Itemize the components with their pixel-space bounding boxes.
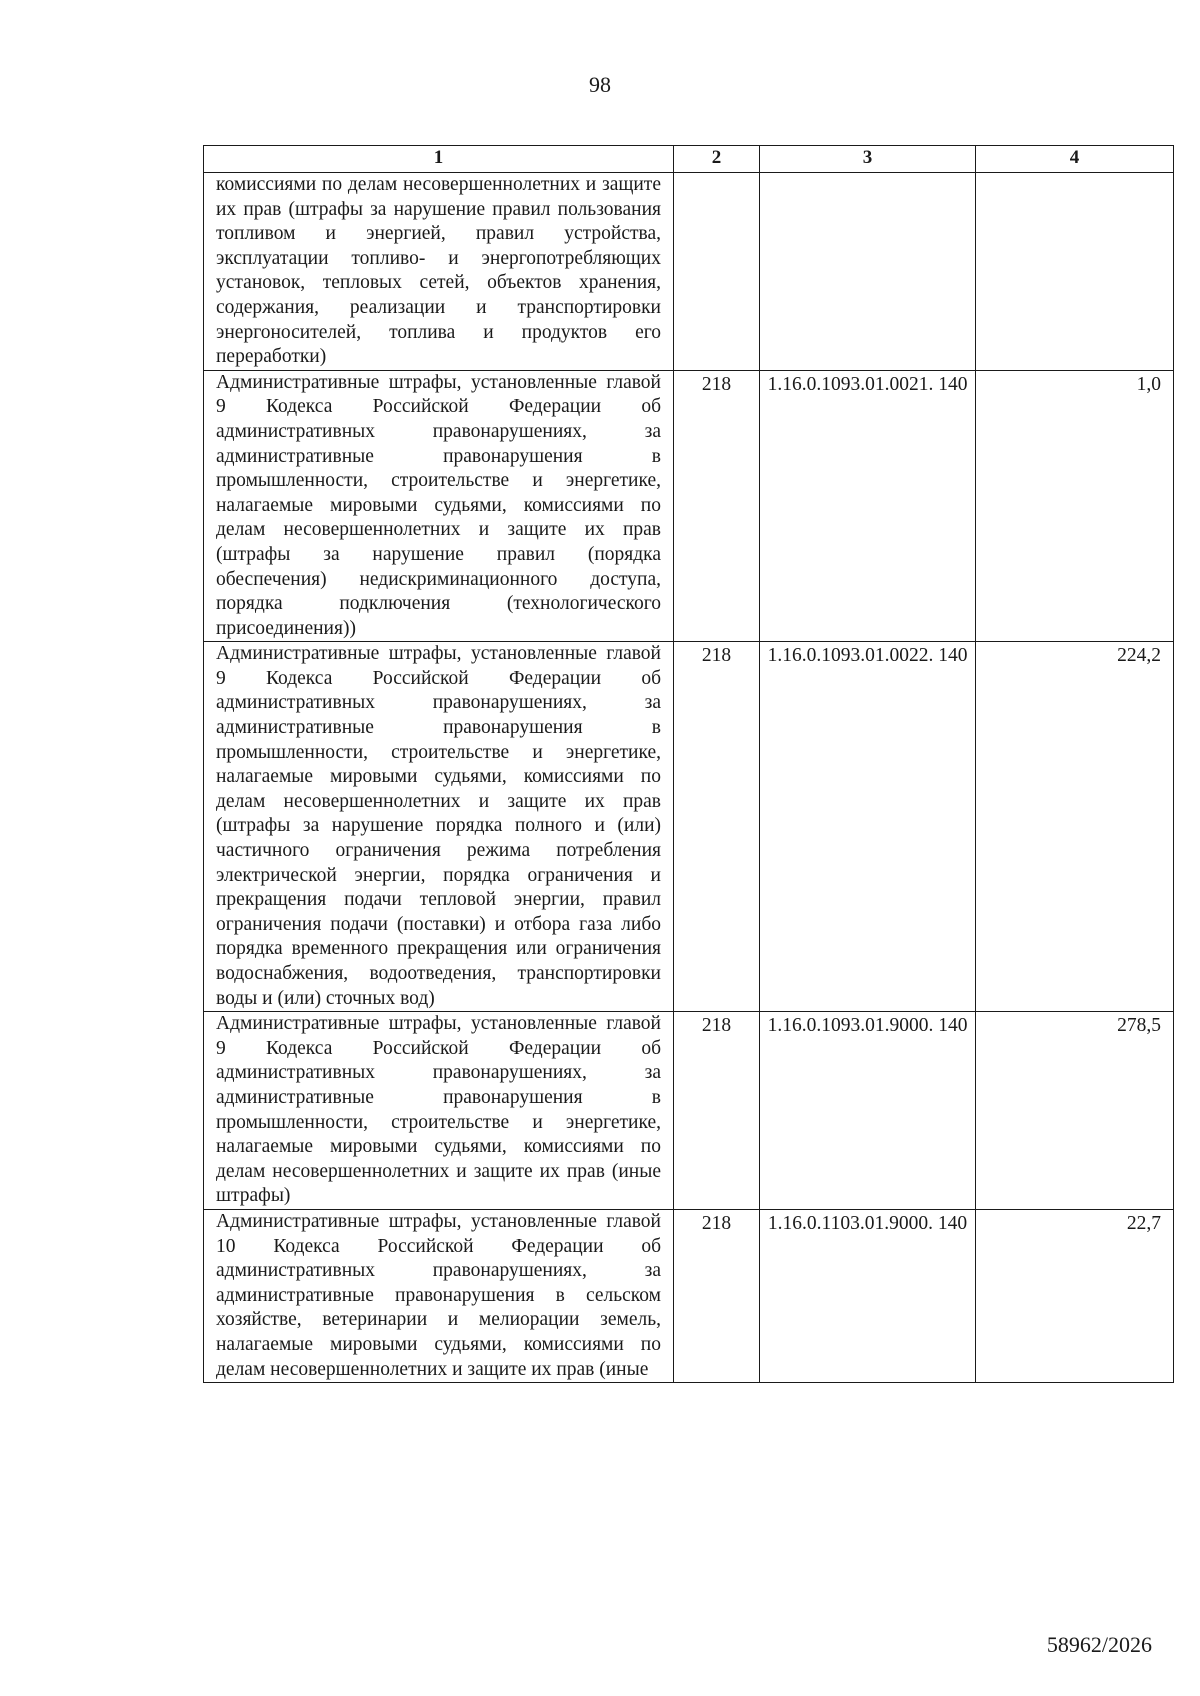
row-description: Административные штрафы, установленные главой 10 Кодекса Российской Федерации об административных правонарушениях, за административные правонарушения в сельском хозяйстве, ветеринарии и мелиорации земель, налагаемые мировыми судьями, комиссиями по делам несовершеннолетних и защите их прав (иные: [204, 1209, 674, 1382]
row-description: Административные штрафы, установленные главой 9 Кодекса Российской Федерации об административных правонарушениях, за административные правонарушения в промышленности, строительстве и энергетике, налагаемые мировыми судьями, комиссиями по делам несовершеннолетних и защите их прав (иные штрафы): [204, 1012, 674, 1210]
column-header-3: 3: [760, 146, 976, 173]
row-admin-code: 218: [674, 370, 760, 642]
row-amount: 224,2: [976, 642, 1174, 1012]
row-budget-code: [760, 173, 976, 371]
row-budget-code: 1.16.0.1093.01.0021. 140: [760, 370, 976, 642]
row-budget-code: 1.16.0.1093.01.9000. 140: [760, 1012, 976, 1210]
column-header-1: 1: [204, 146, 674, 173]
row-admin-code: 218: [674, 642, 760, 1012]
row-admin-code: 218: [674, 1012, 760, 1210]
row-amount: [976, 173, 1174, 371]
budget-table: [203, 145, 1174, 1383]
row-description: Административные штрафы, установленные главой 9 Кодекса Российской Федерации об административных правонарушениях, за административные правонарушения в промышленности, строительстве и энергетике, налагаемые мировыми судьями, комиссиями по делам несовершеннолетних и защите их прав (штрафы за нарушение порядка полного и (или) частичного ограничения режима потребления электрической энергии, порядка ограничения и прекращения подачи тепловой энергии, правил ограничения подачи (поставки) и отбора газа либо порядка временного прекращения или ограничения водоснабжения, водоотведения, транспортировки воды и (или) сточных вод): [204, 642, 674, 1012]
table-header-row: [204, 146, 1174, 173]
column-header-2: 2: [674, 146, 760, 173]
row-budget-code: 1.16.0.1103.01.9000. 140: [760, 1209, 976, 1382]
row-admin-code: 218: [674, 1209, 760, 1382]
table-row: [204, 1012, 1174, 1210]
table-row: [204, 642, 1174, 1012]
table-row: [204, 173, 1174, 371]
page-number: 98: [589, 72, 611, 97]
document-registration-number: 58962/2026: [1046, 1632, 1152, 1657]
row-amount: 1,0: [976, 370, 1174, 642]
row-description: Административные штрафы, установленные главой 9 Кодекса Российской Федерации об административных правонарушениях, за административные правонарушения в промышленности, строительстве и энергетике, налагаемые мировыми судьями, комиссиями по делам несовершеннолетних и защите их прав (штрафы за нарушение правил (порядка обеспечения) недискриминационного доступа, порядка подключения (технологического присоединения)): [204, 370, 674, 642]
table-row: [204, 370, 1174, 642]
row-admin-code: [674, 173, 760, 371]
row-amount: 278,5: [976, 1012, 1174, 1210]
row-description: комиссиями по делам несовершеннолетних и защите их прав (штрафы за нарушение правил пользования топливом и энергией, правил устройства, эксплуатации топливо- и энергопотребляющих установок, тепловых сетей, объектов хранения, содержания, реализации и транспортировки энергоносителей, топлива и продуктов его переработки): [204, 173, 674, 371]
table-row: [204, 1209, 1174, 1382]
row-budget-code: 1.16.0.1093.01.0022. 140: [760, 642, 976, 1012]
column-header-4: 4: [976, 146, 1174, 173]
row-amount: 22,7: [976, 1209, 1174, 1382]
